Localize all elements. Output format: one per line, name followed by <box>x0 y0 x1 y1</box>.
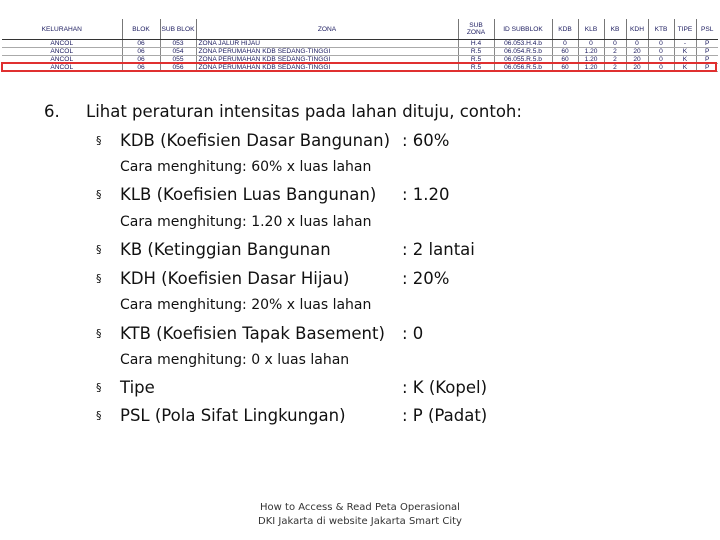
table-cell: 06.056.R.5.b <box>494 64 552 72</box>
table-cell: 60 <box>552 48 578 56</box>
table-cell: 0 <box>626 40 648 48</box>
table-cell: P <box>696 40 718 48</box>
kb-value: : 2 lantai <box>402 240 475 259</box>
kdb-calc: Cara menghitung: 60% x luas lahan <box>120 159 372 175</box>
table-cell: 053 <box>160 40 196 48</box>
table-cell: R.5 <box>458 64 494 72</box>
table-cell: 055 <box>160 56 196 64</box>
table-cell: - <box>674 40 696 48</box>
table-cell: 20 <box>626 48 648 56</box>
ktb-calc: Cara menghitung: 0 x luas lahan <box>120 352 350 368</box>
ktb-value: : 0 <box>402 324 424 343</box>
table-cell: 2 <box>604 48 626 56</box>
table-cell: H.4 <box>458 40 494 48</box>
table-cell: 0 <box>648 40 674 48</box>
table-cell: ANCOL <box>2 56 122 64</box>
table-row <box>2 64 718 72</box>
klb-label: KLB (Koefisien Luas Bangunan) <box>120 185 377 204</box>
kdh-label: KDH (Koefisien Dasar Hijau) <box>120 269 350 288</box>
column-header: KDB <box>552 19 578 40</box>
table-cell: 06 <box>122 40 160 48</box>
ktb-item <box>96 324 385 343</box>
kdb-value: : 60% <box>402 131 450 150</box>
psl-label: PSL (Pola Sifat Lingkungan) <box>120 406 346 425</box>
kb-item <box>96 240 331 259</box>
table-cell: 0 <box>578 40 604 48</box>
column-header: PSL <box>696 19 718 40</box>
tipe-value: : K (Kopel) <box>402 378 488 397</box>
table-cell: P <box>696 64 718 72</box>
table-cell: 20 <box>626 64 648 72</box>
table-cell: 056 <box>160 64 196 72</box>
psl-item <box>96 406 346 425</box>
table-cell: 06 <box>122 64 160 72</box>
table-cell: K <box>674 56 696 64</box>
table-cell: K <box>674 64 696 72</box>
table-cell: 0 <box>604 40 626 48</box>
bullet-icon: § <box>96 327 102 340</box>
tipe-item <box>96 378 155 397</box>
bullet-icon: § <box>96 188 102 201</box>
table-cell: 06.055.R.5.b <box>494 56 552 64</box>
table-cell: ANCOL <box>2 64 122 72</box>
table-cell: 60 <box>552 56 578 64</box>
table-row <box>2 48 718 56</box>
table-header-row <box>2 19 718 40</box>
table-cell: K <box>674 48 696 56</box>
step-number: 6. <box>44 102 60 121</box>
kb-label: KB (Ketinggian Bangunan <box>120 240 331 259</box>
footer-line-2: DKI Jakarta di website Jakarta Smart City <box>258 516 462 527</box>
table-cell: P <box>696 48 718 56</box>
table-cell: 06.054.R.5.b <box>494 48 552 56</box>
table-cell: 1.20 <box>578 56 604 64</box>
table-row <box>2 40 718 48</box>
table-cell: 60 <box>552 64 578 72</box>
table-cell: 20 <box>626 56 648 64</box>
bullet-icon: § <box>96 243 102 256</box>
kdh-value: : 20% <box>402 269 450 288</box>
table-cell: 054 <box>160 48 196 56</box>
table-cell: 06 <box>122 56 160 64</box>
table-cell: 0 <box>648 56 674 64</box>
column-header: KLB <box>578 19 604 40</box>
kdh-calc: Cara menghitung: 20% x luas lahan <box>120 297 372 313</box>
footer-line-1: How to Access & Read Peta Operasional <box>260 502 460 513</box>
column-header: KB <box>604 19 626 40</box>
table-cell: 0 <box>648 64 674 72</box>
table-cell: ZONA JALUR HIJAU <box>196 40 458 48</box>
table-cell: R.5 <box>458 48 494 56</box>
table-cell: 0 <box>552 40 578 48</box>
bullet-icon: § <box>96 134 102 147</box>
bullet-icon: § <box>96 272 102 285</box>
klb-item <box>96 185 376 204</box>
table-cell: P <box>696 56 718 64</box>
column-header: TIPE <box>674 19 696 40</box>
tipe-label: Tipe <box>120 378 155 397</box>
table-cell: 2 <box>604 64 626 72</box>
column-header: SUB ZONA <box>458 19 494 40</box>
kdb-item <box>96 131 390 150</box>
bullet-icon: § <box>96 409 102 422</box>
table-cell: 2 <box>604 56 626 64</box>
kdb-label: KDB (Koefisien Dasar Bangunan) <box>120 131 391 150</box>
bullet-icon: § <box>96 381 102 394</box>
zoning-table <box>2 19 718 72</box>
table-cell: 06.053.H.4.b <box>494 40 552 48</box>
column-header: ID SUBBLOK <box>494 19 552 40</box>
table-cell: 1.20 <box>578 64 604 72</box>
table-cell: 1.20 <box>578 48 604 56</box>
table-cell: ZONA PERUMAHAN KDB SEDANG-TINGGI <box>196 56 458 64</box>
table-row <box>2 56 718 64</box>
kdh-item <box>96 269 349 288</box>
klb-calc: Cara menghitung: 1.20 x luas lahan <box>120 214 372 230</box>
column-header: BLOK <box>122 19 160 40</box>
table-body <box>2 40 718 72</box>
column-header: KTB <box>648 19 674 40</box>
ktb-label: KTB (Koefisien Tapak Basement) <box>120 324 385 343</box>
psl-value: : P (Padat) <box>402 406 488 425</box>
column-header: KDH <box>626 19 648 40</box>
table-cell: R.5 <box>458 56 494 64</box>
table-cell: 0 <box>648 48 674 56</box>
table-cell: ZONA PERUMAHAN KDB SEDANG-TINGGI <box>196 48 458 56</box>
table-cell: ANCOL <box>2 48 122 56</box>
table-cell: 06 <box>122 48 160 56</box>
table-cell: ZONA PERUMAHAN KDB SEDANG-TINGGI <box>196 64 458 72</box>
table-cell: ANCOL <box>2 40 122 48</box>
column-header: ZONA <box>196 19 458 40</box>
step-intro: Lihat peraturan intensitas pada lahan dituju, contoh: <box>86 102 522 121</box>
klb-value: : 1.20 <box>402 185 450 204</box>
column-header: KELURAHAN <box>2 19 122 40</box>
column-header: SUB BLOK <box>160 19 196 40</box>
